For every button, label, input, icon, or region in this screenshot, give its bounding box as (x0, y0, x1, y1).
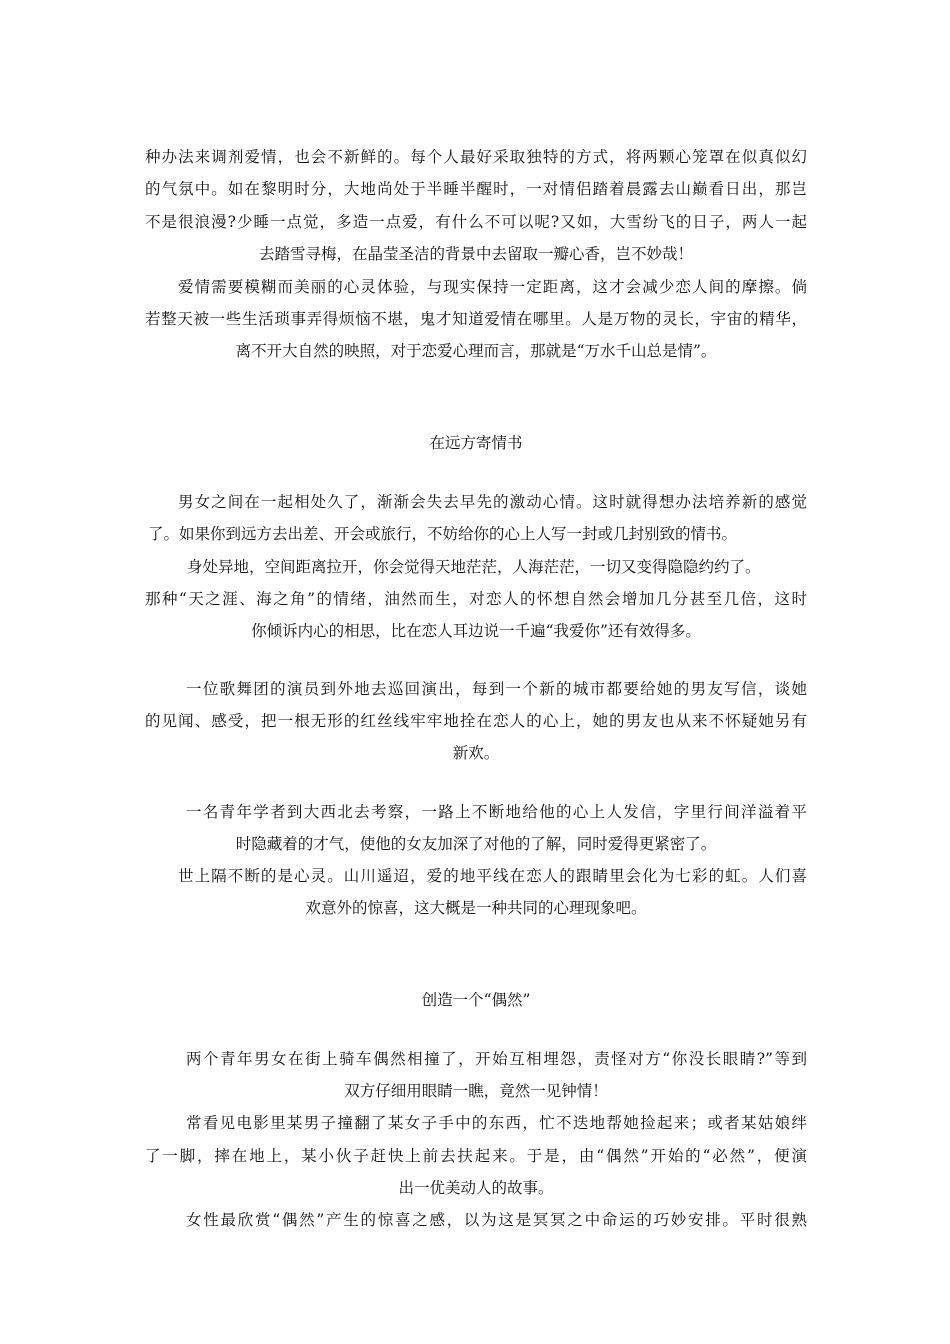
text-line: 种办法来调剂爱情，也会不新鲜的。每个人最好采取独特的方式，将两颗心笼罩在似真似幻 (145, 148, 807, 166)
text-line: 出一优美动人的故事。 (398, 1179, 554, 1197)
section-heading: 在远方寄情书 (429, 434, 523, 452)
text-line: 世上隔不断的是心灵。山川遥迢，爱的地平线在恋人的跟睛里会化为七彩的虹。人们喜 (178, 867, 807, 885)
text-line: 常看见电影里某男子撞翻了某女子手中的东西，忙不迭地帮她捡起来；或者某姑娘绊 (186, 1114, 807, 1132)
section-heading: 创造一个“偶然” (421, 991, 531, 1009)
text-line: 两个青年男女在街上骑车偶然相撞了，开始互相埋怨，责怪对方“你没长眼睛?”等到 (186, 1050, 807, 1068)
text-line: 欢意外的惊喜，这大概是一种共同的心理现象吧。 (305, 899, 647, 917)
text-line: 若整天被一些生活琐事弄得烦恼不堪，鬼才知道爱情在哪里。人是万物的灵长，宇宙的精华， (145, 310, 807, 328)
text-line: 新欢。 (452, 744, 500, 762)
text-line: 那种“天之涯、海之角”的情绪，油然而生，对恋人的怀想自然会增加几分甚至几倍，这时 (145, 590, 807, 608)
text-line: 女性最欣赏“偶然”产生的惊喜之感，以为这是冥冥之中命运的巧妙安排。平时很熟 (186, 1211, 807, 1229)
text-line: 去踏雪寻梅，在晶莹圣洁的背景中去留取一瓣心香，岂不妙哉！ (258, 245, 693, 263)
text-line: 的见闻、感受，把一根无形的红丝线牢牢地拴在恋人的心上，她的男友也从来不怀疑她另有 (145, 712, 807, 730)
text-line: 爱情需要模糊而美丽的心灵体验，与现实保持一定距离，这才会减少恋人间的摩擦。倘 (178, 278, 807, 296)
text-line: 离不开大自然的映照，对于恋爱心理而言，那就是“万水千山总是情”。 (235, 342, 717, 360)
text-line: 的气氛中。如在黎明时分，大地尚处于半睡半醒时，一对情侣踏着晨露去山巅看日出，那岂 (145, 180, 807, 198)
text-line: 身处异地，空间距离拉开，你会觉得天地茫茫，人海茫茫，一切又变得隐隐约约了。 (187, 558, 761, 576)
text-line: 你倾诉内心的相思，比在恋人耳边说一千遍“我爱你”还有效得多。 (251, 622, 701, 640)
text-line: 一位歌舞团的演员到外地去巡回演出，每到一个新的城市都要给她的男友写信，谈她 (186, 680, 807, 698)
text-line: 一名青年学者到大西北去考察，一路上不断地给他的心上人发信，字里行间洋溢着平 (186, 803, 807, 821)
text-line: 男女之间在一起相处久了，渐渐会失去早先的激动心情。这时就得想办法培养新的感觉 (178, 493, 807, 511)
text-line: 时隐藏着的才气，使他的女友加深了对他的了解，同时爱得更紧密了。 (235, 835, 717, 853)
text-line: 了一脚，摔在地上，某小伙子赶快上前去扶起来。于是，由“偶然”开始的“必然”，便演 (145, 1147, 807, 1165)
text-line: 双方仔细用眼睛一瞧，竟然一见钟情！ (344, 1082, 608, 1100)
text-line: 了。如果你到远方去出差、开会或旅行，不妨给你的心上人写一封或几封别致的情书。 (148, 525, 738, 543)
text-line: 不是很浪漫?少睡一点觉，多造一点爱，有什么不可以呢?又如，大雪纷飞的日子，两人一起 (145, 213, 807, 231)
